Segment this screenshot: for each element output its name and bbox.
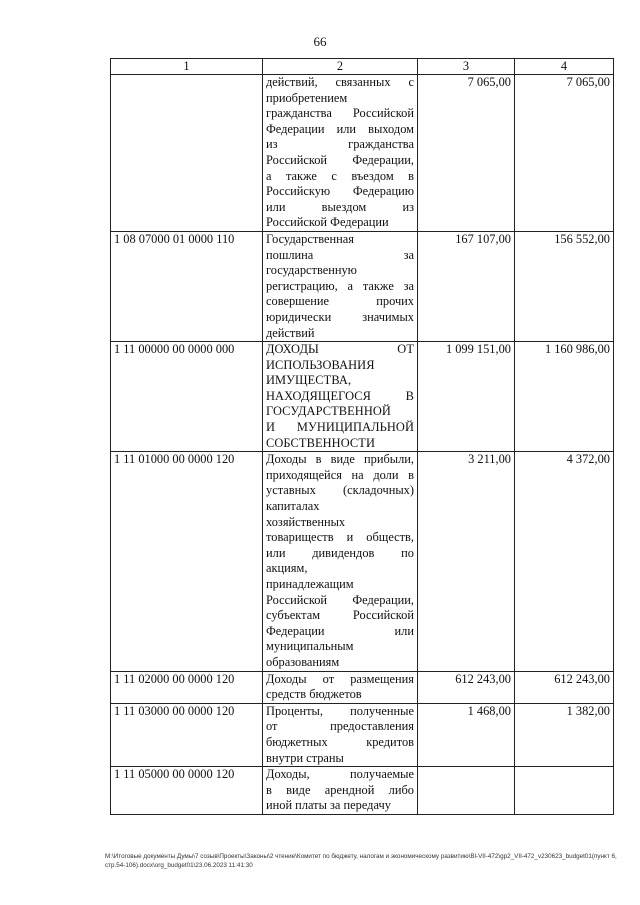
income-name-line: действий, связанных с xyxy=(266,75,414,89)
income-name-line: Государственная xyxy=(266,231,354,246)
income-name-line: Российской Федерации, xyxy=(266,592,414,607)
amount-col-4-cell: 4 372,00 xyxy=(515,452,614,671)
income-name-line: внутри страны xyxy=(266,750,344,765)
income-name-line: товариществ и обществ, xyxy=(266,530,414,545)
income-name-line: совершение прочих xyxy=(266,294,414,309)
income-name-cell xyxy=(263,703,418,766)
income-name-cell xyxy=(263,671,418,703)
table-body xyxy=(111,75,614,815)
income-name-line: Российской Федерации xyxy=(266,215,389,230)
income-name-cell xyxy=(263,231,418,341)
budget-code-cell: 1 11 00000 00 0000 000 xyxy=(111,342,263,452)
income-name-line: из гражданства xyxy=(266,137,414,152)
income-name-line: Федерации или выходом xyxy=(266,121,414,136)
file-path-footer: M:\Итоговые документы Думы\7 созыв\Проекты\Законы\2 чтение\Комитет по бюджету, налогам и экономическому развитию\Bl-VII-472\gp2_VII-472_v230623_budget01(пункт 6, стр.54-106).docx\org_budget01\23.06.2023 11:41:30 xyxy=(105,853,617,869)
budget-code-cell: 1 11 03000 00 0000 120 xyxy=(111,703,263,766)
income-name-line: пошлина за xyxy=(266,247,414,262)
budget-table xyxy=(110,58,614,815)
amount-col-4-cell: 1 160 986,00 xyxy=(515,342,614,452)
income-name-line: приходящейся на доли в xyxy=(266,467,414,482)
amount-col-4-cell: 612 243,00 xyxy=(515,671,614,703)
income-name-line: иной платы за передачу xyxy=(266,798,391,813)
income-name-cell xyxy=(263,75,418,232)
income-name-line: Российской Федерации, xyxy=(266,152,414,167)
income-name-line: НАХОДЯЩЕГОСЯ В xyxy=(266,388,414,403)
income-name-line: ДОХОДЫ ОТ xyxy=(266,342,414,357)
income-name-line: уставных (складочных) xyxy=(266,483,414,498)
header-col-2: 2 xyxy=(263,59,418,75)
amount-col-4-cell: 7 065,00 xyxy=(515,75,614,232)
income-name-line: ИСПОЛЬЗОВАНИЯ xyxy=(266,357,375,372)
income-name-line: ИМУЩЕСТВА, xyxy=(266,373,352,388)
income-name-line: муниципальным xyxy=(266,639,354,654)
amount-col-3-cell: 7 065,00 xyxy=(418,75,515,232)
amount-col-3-cell xyxy=(418,767,515,815)
income-name-line: образованиям xyxy=(266,654,340,669)
amount-col-4-cell xyxy=(515,767,614,815)
income-name-line: акциям, xyxy=(266,561,308,576)
income-name-line: юридически значимых xyxy=(266,309,414,324)
budget-code-cell xyxy=(111,75,263,232)
income-name-line: государственную xyxy=(266,263,357,278)
header-col-3: 3 xyxy=(418,59,515,75)
income-name-line: от предоставления xyxy=(266,719,414,734)
income-name-line: Российскую Федерацию xyxy=(266,184,414,199)
table-row xyxy=(111,703,614,766)
income-name-line: в виде арендной либо xyxy=(266,782,414,797)
amount-col-3-cell: 167 107,00 xyxy=(418,231,515,341)
budget-code-cell: 1 11 02000 00 0000 120 xyxy=(111,671,263,703)
income-name-line: Доходы от размещения xyxy=(266,671,414,686)
income-name-line: Доходы в виде прибыли, xyxy=(266,452,414,467)
income-name-line: или выездом из xyxy=(266,199,414,214)
income-name-line: И МУНИЦИПАЛЬНОЙ xyxy=(266,420,414,435)
table-row xyxy=(111,452,614,671)
income-name-line: принадлежащим xyxy=(266,577,354,591)
table-row xyxy=(111,767,614,815)
page-number: 66 xyxy=(313,34,327,49)
income-name-line: регистрацию, а также за xyxy=(266,278,414,293)
income-name-line: СОБСТВЕННОСТИ xyxy=(266,435,375,450)
income-name-line: капиталах xyxy=(266,499,320,514)
table-row xyxy=(111,231,614,341)
budget-code-cell: 1 11 05000 00 0000 120 xyxy=(111,767,263,815)
amount-col-3-cell: 1 468,00 xyxy=(418,703,515,766)
income-name-line: Доходы, получаемые xyxy=(266,767,414,782)
budget-code-cell: 1 08 07000 01 0000 110 xyxy=(111,231,263,341)
amount-col-4-cell: 156 552,00 xyxy=(515,231,614,341)
table-row xyxy=(111,342,614,452)
income-name-line: бюджетных кредитов xyxy=(266,734,414,749)
header-col-1: 1 xyxy=(111,59,263,75)
income-name-line: хозяйственных xyxy=(266,514,346,529)
income-name-line: или дивидендов по xyxy=(266,545,414,560)
income-name-line: средств бюджетов xyxy=(266,687,362,702)
income-name-line: Проценты, полученные xyxy=(266,703,414,718)
header-col-4: 4 xyxy=(515,59,614,75)
amount-col-3-cell: 612 243,00 xyxy=(418,671,515,703)
table-row xyxy=(111,671,614,703)
amount-col-4-cell: 1 382,00 xyxy=(515,703,614,766)
income-name-line: ГОСУДАРСТВЕННОЙ xyxy=(266,404,391,419)
income-name-line: а также с въездом в xyxy=(266,168,414,183)
amount-col-3-cell: 1 099 151,00 xyxy=(418,342,515,452)
budget-code-cell: 1 11 01000 00 0000 120 xyxy=(111,452,263,671)
income-name-line: Федерации или xyxy=(266,623,414,638)
amount-col-3-cell: 3 211,00 xyxy=(418,452,515,671)
income-name-cell xyxy=(263,452,418,671)
income-name-cell xyxy=(263,342,418,452)
income-name-line: действий xyxy=(266,325,315,340)
income-name-line: приобретением xyxy=(266,90,348,105)
header-row xyxy=(111,59,614,75)
table-row xyxy=(111,75,614,232)
income-name-line: субъектам Российской xyxy=(266,608,414,623)
income-name-cell xyxy=(263,767,418,815)
income-name-line: гражданства Российской xyxy=(266,106,414,121)
